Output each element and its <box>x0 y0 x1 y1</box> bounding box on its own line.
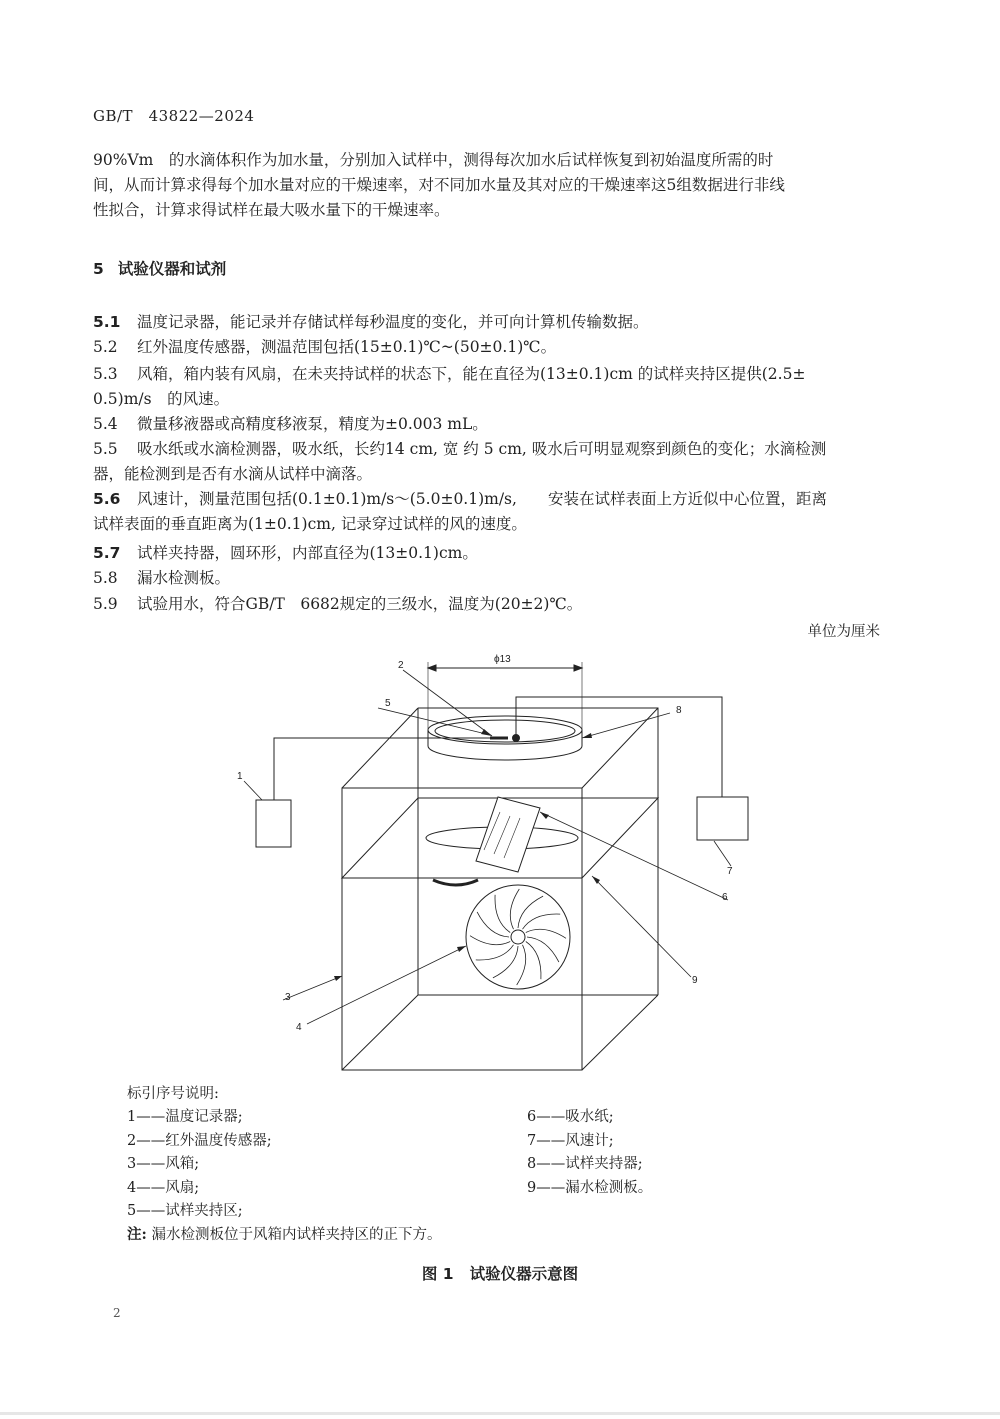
wind-box-front-face <box>342 788 582 1070</box>
legend-right <box>527 1106 652 1200</box>
unit-note: 单位为厘米 <box>807 624 880 640</box>
anemometer-probe <box>513 735 520 742</box>
fan-blade <box>495 895 510 933</box>
leak-board-shadow <box>433 880 478 885</box>
fan-blade <box>477 912 509 937</box>
legend-item: 9——漏水检测板。 <box>527 1179 653 1196</box>
clause-text: 风速计，测量范围包括(0.1±0.1)m/s～(5.0±0.1)m/s, 安装在试样表面上方近似中心位置，距离 <box>137 490 827 508</box>
callout-5: 5 <box>385 698 391 709</box>
clause-text: 试样夹持器，圆环形，内部直径为(13±0.1)cm。 <box>137 544 478 562</box>
intro-line: 性拟合，计算求得试样在最大吸水量下的干燥速率。 <box>93 201 450 219</box>
clause-number: 5.2 <box>93 338 118 356</box>
callout-2: 2 <box>398 660 404 671</box>
clause-number: 5.8 <box>93 569 118 587</box>
clause-number: 5.5 <box>93 440 118 458</box>
fan-blades <box>470 889 566 985</box>
callout-8: 8 <box>676 705 682 716</box>
page-number: 2 <box>113 1306 121 1320</box>
fan-circle <box>466 885 570 989</box>
fan-blade <box>470 936 510 945</box>
arrow-4 <box>457 946 466 952</box>
absorbent-paper <box>476 797 540 872</box>
legend-item: 8——试样夹持器; <box>527 1156 643 1172</box>
page-bottom-border <box>0 1412 1000 1415</box>
leader-9 <box>592 876 691 977</box>
legend-left <box>127 1106 272 1224</box>
intro-line: 90%Vm 的水滴体积作为加水量，分别加入试样中，测得每次加水后试样恢复到初始温度所需的时 <box>93 151 774 169</box>
wind-box-top-edge <box>342 708 418 788</box>
clause-text: 漏水检测板。 <box>137 569 231 587</box>
leader-5 <box>378 708 482 733</box>
note-label: 注: <box>127 1226 147 1243</box>
legend-item: 7——风速计; <box>527 1132 614 1149</box>
temperature-recorder <box>256 800 291 847</box>
note-text: 漏水检测板位于风箱内试样夹持区的正下方。 <box>151 1227 442 1243</box>
wind-box-back-edge <box>342 995 418 1070</box>
leader-2 <box>403 670 492 736</box>
leader-3 <box>283 976 342 1000</box>
fan-blade <box>476 945 514 960</box>
leader-4 <box>307 946 466 1024</box>
leader-1 <box>244 781 262 800</box>
clause-number: 5.3 <box>93 365 118 383</box>
standard-number: GB/T 43822—2024 <box>93 107 255 125</box>
fan-blade <box>493 946 518 978</box>
arrow-6 <box>540 812 549 819</box>
recorder-cable <box>274 738 490 800</box>
legend-item: 1——温度记录器; <box>127 1109 243 1125</box>
dimension-arrow <box>574 665 582 671</box>
clause-text: 风箱，箱内装有风扇，在未夹持试样的状态下，能在直径为(13±0.1)cm 的试样夹持区提供(2.5± <box>137 365 806 383</box>
fan-blade <box>517 945 526 985</box>
section-number: 5 <box>93 260 104 278</box>
clause-text-cont: 试样表面的垂直距离为(1±0.1)cm, 记录穿过试样的风的速度。 <box>93 515 527 533</box>
clause-text-cont: 0.5)m/s 的风速。 <box>93 390 230 408</box>
clause-number: 5.1 <box>93 313 121 331</box>
clause-number: 5.9 <box>93 595 118 613</box>
legend-item: 4——风扇; <box>127 1179 200 1196</box>
callout-3: 3 <box>285 992 291 1003</box>
clause-text: 微量移液器或高精度移液泵，精度为±0.003 mL。 <box>137 415 488 433</box>
callout-6: 6 <box>722 892 728 903</box>
callout-4: 4 <box>296 1022 302 1033</box>
fan-blade <box>526 929 566 938</box>
clause-text: 吸水纸或水滴检测器，吸水纸，长约14 cm, 宽 约 5 cm, 吸水后可明显观察到颜色的变化；水滴检测 <box>137 440 827 458</box>
callout-9: 9 <box>692 975 698 986</box>
section-title: 试验仪器和试剂 <box>117 260 227 278</box>
sample-holder-ring <box>428 730 582 760</box>
anemometer-cable <box>516 697 722 797</box>
leader-8 <box>582 713 670 738</box>
fan-blade <box>523 914 561 929</box>
legend-item: 6——吸水纸; <box>527 1109 614 1125</box>
fan-hub <box>511 930 525 944</box>
clause-number: 5.6 <box>93 490 121 508</box>
arrow-2 <box>481 729 492 736</box>
clause-text: 试验用水，符合GB/T 6682规定的三级水，温度为(20±2)℃。 <box>137 595 583 613</box>
clause-number: 5.4 <box>93 415 118 433</box>
callout-7: 7 <box>727 866 733 877</box>
fan-blade <box>526 942 541 980</box>
intro-line: 间，从而计算求得每个加水量对应的干燥速率，对不同加水量及其对应的干燥速率这5组数据进行非线 <box>93 176 785 194</box>
fan-blade <box>518 896 543 928</box>
legend-title: 标引序号说明: <box>127 1086 219 1102</box>
figure-caption: 试验仪器示意图 <box>469 1265 579 1283</box>
arrow-8 <box>582 733 592 738</box>
wind-box-edge <box>582 995 658 1070</box>
leader-7 <box>714 841 731 866</box>
clause-text-cont: 器，能检测到是否有水滴从试样中滴落。 <box>93 465 373 483</box>
figure-title <box>0 1262 1000 1284</box>
arrow-3 <box>334 976 342 981</box>
clause-text: 温度记录器，能记录并存储试样每秒温度的变化，并可向计算机传输数据。 <box>137 313 649 331</box>
figure-note <box>127 1223 441 1248</box>
anemometer <box>697 797 748 840</box>
legend-item: 5——试样夹持区; <box>127 1203 243 1219</box>
fan-blade <box>527 937 559 962</box>
legend-item: 2——红外温度传感器; <box>127 1132 272 1149</box>
clause-text: 红外温度传感器，测温范围包括(15±0.1)℃~(50±0.1)℃。 <box>137 338 557 356</box>
legend-item: 3——风箱; <box>127 1156 200 1172</box>
dimension-arrow <box>428 665 436 671</box>
figure-number: 图 1 <box>421 1265 454 1283</box>
fan-blade <box>510 889 519 929</box>
dimension-label: ϕ13 <box>494 654 511 665</box>
leader-6 <box>540 812 728 900</box>
callout-1: 1 <box>237 771 243 782</box>
clause-number: 5.7 <box>93 544 121 562</box>
